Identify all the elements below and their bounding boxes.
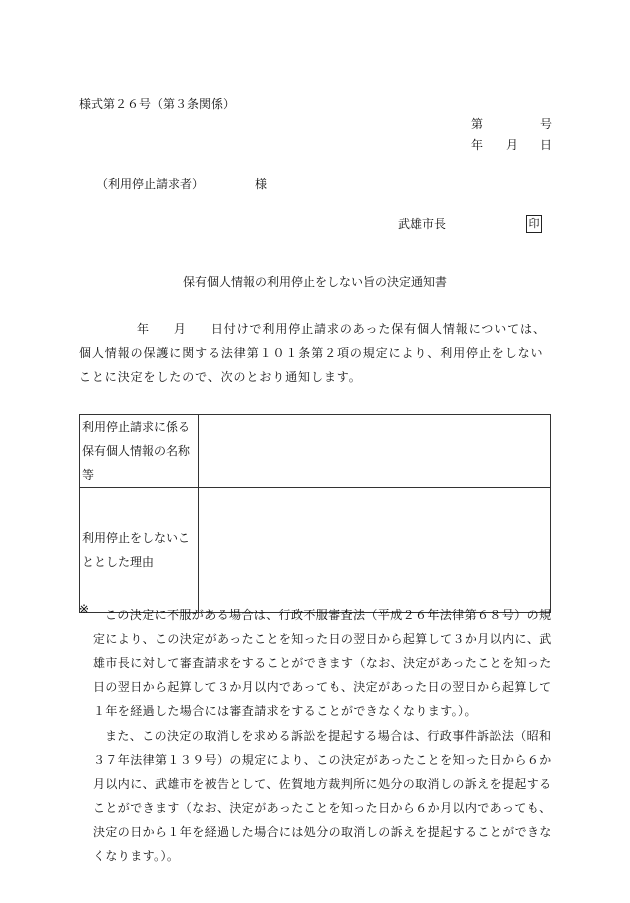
note-paragraph-1: この決定に不服がある場合は、行政不服審査法（平成２６年法律第６８号）の規定により、この決定があったことを知った日の翌日から起算して３か月以内に、武雄市長に対して審査請求をすることができます（なお、決定があったことを知った日の翌日から起算して３か月以内であっても、決定があった日の翌日から起算して１年を経過した場合には審査請求をすることができなくなります。）。 — [93, 608, 552, 718]
number-suffix: 号 — [540, 117, 553, 131]
document-title: 保有個人情報の利用停止をしない旨の決定通知書 — [182, 275, 447, 289]
note-paragraph-2: また、この決定の取消しを求める訴訟を提起する場合は、行政事件訴訟法（昭和３７年法律第１３９号）の規定により、この決定があったことを知った日から６か月以内に、武雄市を被告として、佐賀地方裁判所に処分の取消しの訴えを提起することができます（なお、決定があったことを知った日から６か月以内であっても、決定の日から１年を経過した場合には処分の取消しの訴えを提起することができなくなります。）。 — [93, 729, 552, 863]
body-year-label: 年 — [137, 322, 150, 336]
addressee-label: （利用停止請求者） — [96, 177, 205, 191]
table-row — [80, 488, 551, 613]
reason-label: 利用停止をしないこととした理由 — [80, 488, 199, 613]
body-month-label: 月 — [173, 322, 187, 336]
body-paragraph — [79, 317, 555, 389]
seal-mark: 印 — [526, 215, 542, 233]
sender-name: 武雄市長 — [398, 217, 447, 231]
reason-value — [199, 488, 551, 613]
date-day-label: 日 — [540, 138, 553, 152]
number-prefix: 第 — [471, 117, 484, 131]
date-year-label: 年 — [471, 138, 484, 152]
addressee-honorific: 様 — [255, 177, 268, 191]
info-name-value — [199, 415, 551, 488]
table-row — [80, 415, 551, 488]
note-mark: ※ — [79, 602, 90, 616]
info-name-label: 利用停止請求に係る保有個人情報の名称等 — [80, 415, 199, 488]
form-number: 様式第２６号（第３条関係） — [79, 97, 236, 111]
body-text: 日付けで利用停止請求のあった保有個人情報については、個人情報の保護に関する法律第１０１条第２項の規定により、利用停止をしないことに決定をしたので、次のとおり通知します。 — [79, 322, 546, 384]
date-month-label: 月 — [506, 138, 519, 152]
info-table — [79, 414, 551, 616]
